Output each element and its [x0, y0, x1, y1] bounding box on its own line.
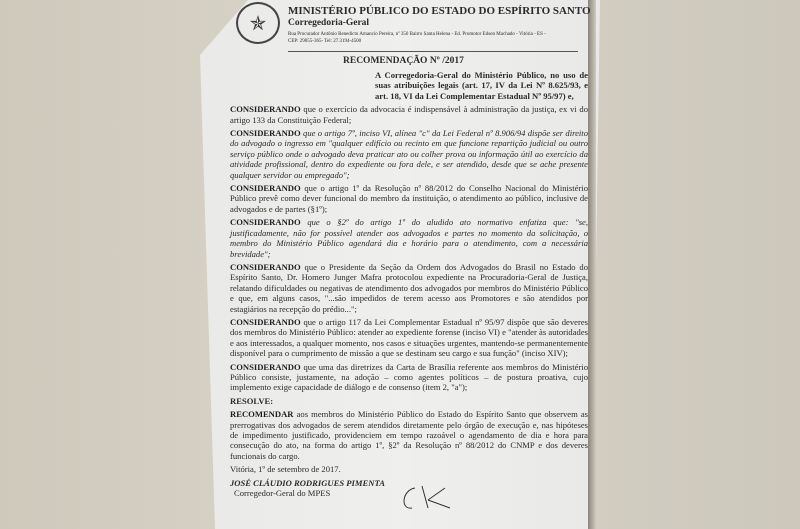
text: que o §2º do artigo 1º do aludido ato normativo enfatiza que: "se, justificadamente, não for possível atender aos advogados e partes no momento da solicitação, o membro do Ministério Público agendará dia e horário para o atendimento, com a necessária brevidade"; [230, 217, 588, 259]
keyword: RECOMENDAR [230, 409, 294, 420]
document-body [230, 55, 588, 501]
keyword: CONSIDERANDO [230, 183, 301, 194]
coat-of-arms-seal: ✯ [236, 2, 280, 44]
address-line-1: Rua Procurador Antônio Benedicto Amancio Pereira, nº 350 Bairro Santa Helena - Ed. Promotor Edson Machado - Vitória - ES - [288, 32, 546, 37]
text: que uma das diretrizes da Carta de Brasília referente aos membros do Ministério Público consiste, justamente, na adoção – como agentes políticos – de postura proativa, cujo implemento exige capacidade de diálogo e de consenso (item 2, "a"); [230, 361, 588, 393]
considerando-2 [230, 128, 588, 180]
keyword: CONSIDERANDO [230, 104, 301, 115]
text: aos membros do Ministério Público do Estado do Espírito Santo que observem as prerrogativas dos advogados de serem atendidos diretamente pelo órgão de execução e, nas hipóteses de impedimento justificado, providenciem em tempo razoável o agendamento de dia e hora para consecução do ato, na forma do artigo 1º, §2º da Resolução nº 88/2012 do CNMP e dos deveres funcionais do cargo. [230, 409, 588, 461]
signer-name: JOSÉ CLÁUDIO RODRIGUES PIMENTA [230, 477, 385, 488]
considerando-7 [230, 362, 588, 393]
page-edge-shadow [588, 0, 596, 529]
keyword: CONSIDERANDO [230, 217, 301, 228]
keyword: CONSIDERANDO [230, 261, 301, 272]
keyword: CONSIDERANDO [230, 128, 301, 139]
keyword: CONSIDERANDO [230, 361, 301, 372]
considerando-5 [230, 262, 588, 314]
handwritten-signature [390, 478, 470, 528]
considerando-6 [230, 317, 588, 359]
text: que o artigo 7º, inciso VI, alínea "c" da Lei Federal nº 8.906/94 dispõe ser direito do advogado o ingresso em "qualquer edifício ou recinto em que funcione repartição judicial ou outro serviço público onde o advogado deva praticar ato ou colher prova ou informação útil ao exercício da atividade profissional, dentro do expediente ou fora dele, e ser atendido, desde que se ache presente qualquer servidor ou empregado"; [230, 128, 588, 180]
date-line: Vitória, 1º de setembro de 2017. [230, 464, 341, 475]
considerando-1 [230, 104, 588, 125]
intro-paragraph: A Corregedoria-Geral do Ministério Público, no uso de suas atribuições legais (art. 17, IV da Lei Nº 8.625/93, e art. 18, VI da Lei Complementar Estadual Nº 95/97) e, [375, 70, 588, 101]
text: que o artigo 117 da Lei Complementar Estadual nº 95/97 dispõe que são deveres dos membros do Ministério Público: atender ao expediente forense (inciso VI) e "atender às autoridades e aos interessados, a qualquer momento, nos casos e situações urgentes, mantendo-se permanentemente disponível para o cumprimento de missão a que se destinam seu cargo e sua função" (inciso XIV); [230, 316, 588, 359]
signer-title: Corregedor-Geral do MPES [234, 488, 331, 499]
text: que o artigo 1º da Resolução nº 88/2012 do Conselho Nacional do Ministério Público prevê como dever funcional do membro da instituição, o atendimento ao público, inclusive de advogados e de partes (§1º); [230, 183, 588, 214]
considerando-3 [230, 183, 588, 214]
recomendar-paragraph [230, 409, 588, 461]
keyword: CONSIDERANDO [230, 316, 301, 327]
institution-name: MINISTÉRIO PÚBLICO DO ESTADO DO ESPÍRITO SANTO [288, 5, 591, 17]
header-divider [288, 51, 578, 52]
resolve-heading: RESOLVE: [230, 395, 274, 406]
text: que o Presidente da Seção da Ordem dos Advogados do Brasil no Estado do Espírito Santo, Dr. Homero Junger Mafra protocolou expediente na Procuradoria-Geral de Justiça, relatando dificuldades ou negativas de atendimento dos advogados por membros do Ministério Público e que, em alguns casos, "...são impedidos de terem acesso aos Promotores e são atendidos por estagiários na recepção do prédio..."; [230, 261, 588, 314]
department-name: Corregedoria-Geral [288, 18, 370, 28]
considerando-4 [230, 217, 588, 259]
document-title: RECOMENDAÇÃO Nº /2017 [343, 56, 464, 66]
text: que o exercício da advocacia é indispensável à administração da justiça, ex vi do artigo 133 da Constituição Federal; [230, 104, 588, 125]
address-line-2: CEP: 29055-365- Tel: 27.3194-4500 [288, 39, 362, 44]
